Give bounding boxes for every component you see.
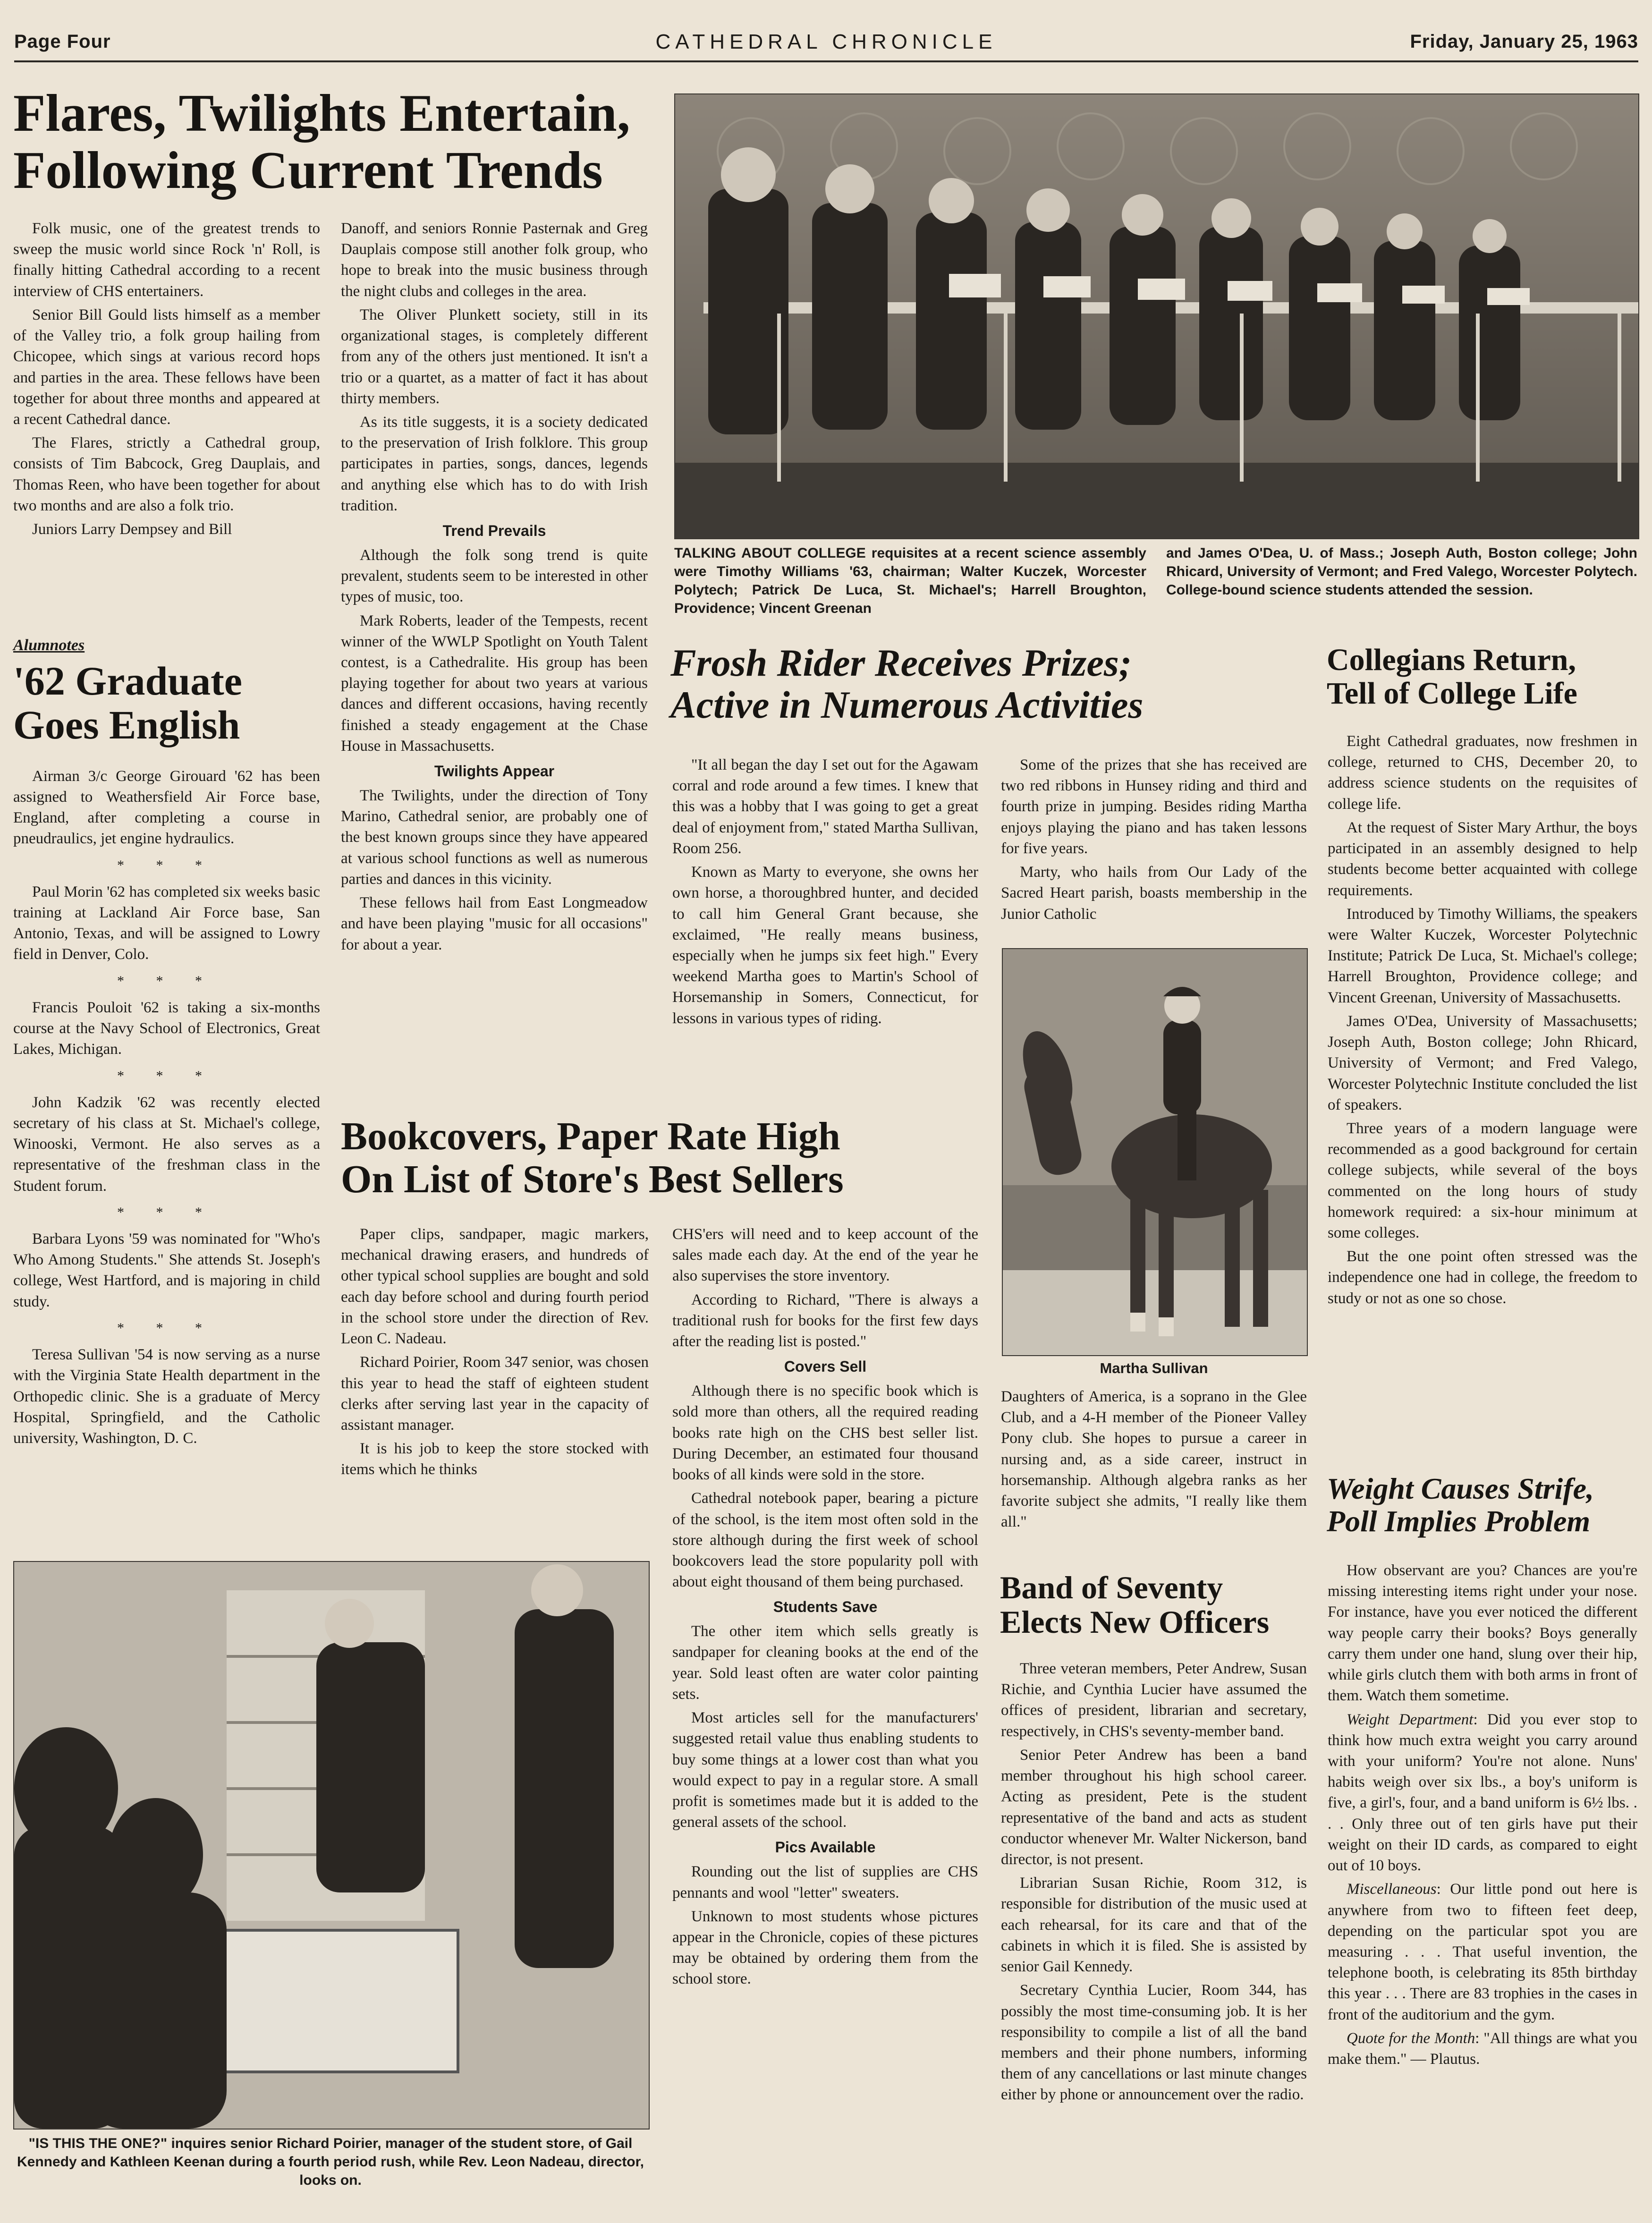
alumnote-item: Airman 3/c George Girouard '62 has been assigned to Weathersfield Air Force base, England, after completing a course in pneudraulics, jet engine hydraulics. [13, 767, 320, 848]
alumnote-item: Francis Pouloit '62 is taking a six-months course at the Navy School of Electronics, Great Lakes, Michigan. [13, 999, 320, 1058]
subhead-trend-prevails: Trend Prevails [442, 522, 546, 540]
flares-paragraph: These fellows hail from East Longmeadow and have been playing "music for all occasions" for about a year. [341, 894, 648, 953]
band-headline [1000, 1570, 1312, 1640]
store-photo-caption: "IS THIS THE ONE?" inquires senior Richard Poirier, manager of the student store, of Gail Kennedy and Kathleen Keenan during a fourth period rush, while Rev. Leon Nadeau, director, looks on. [17, 2136, 644, 2188]
masthead [14, 27, 1638, 62]
frosh-column-1 [672, 755, 978, 1032]
subhead-pics-available: Pics Available [775, 1839, 876, 1856]
flares-paragraph: Although the folk song trend is quite prevalent, students seem to be interested in other types of music, too. [341, 546, 648, 606]
separator-stars: * * * [117, 1320, 216, 1336]
bookcovers-column-1 [341, 1224, 649, 1483]
collegians-column [1328, 731, 1637, 1312]
alumnote-item: Paul Morin '62 has completed six weeks basic training at Lackland Air Force base, San Antonio, Texas, and will be assigned to Lowry field in Denver, Colo. [13, 883, 320, 963]
issue-date: Friday, January 25, 1963 [1410, 31, 1638, 52]
bookcovers-paragraph: Rounding out the list of supplies are CHS pennants and wool "letter" sweaters. [672, 1863, 978, 1901]
alumnotes-kicker: Alumnotes [13, 636, 85, 654]
band-paragraph: Senior Peter Andrew has been a band member throughout his high school career. Acting as president, Pete is the student representative of the band and acts as student conductor whenever Mr. Walter Nickerson, band director, is not present. [1001, 1746, 1307, 1868]
band-column [1001, 1658, 1307, 2108]
separator-stars: * * * [117, 857, 216, 873]
newspaper-title: CATHEDRAL CHRONICLE [655, 30, 997, 53]
miscellaneous-label: Miscellaneous [1347, 1881, 1437, 1898]
weight-paragraph [1328, 1709, 1637, 1876]
flares-column-2 [341, 218, 648, 958]
flares-paragraph: Danoff, and seniors Ronnie Pasternak and Greg Dauplais compose still another folk group, who hope to break into the music business through the night clubs and colleges in the area. [341, 220, 648, 300]
weight-paragraph [1328, 1879, 1637, 2025]
alumnote-item: John Kadzik '62 was recently elected secretary of his class at St. Michael's college, Winooski, Vermont. He also serves as a representative of the freshman class in the Student forum. [13, 1094, 320, 1195]
flares-column-1 [13, 218, 320, 543]
flares-paragraph: The Oliver Plunkett society, still in its organizational stages, is completely different from any of the others just mentioned. It isn't a trio or a quartet, as a matter of fact it has about thirty members. [341, 306, 648, 407]
alumnotes-items [13, 766, 320, 1449]
weight-headline-line1: Weight Causes Strife, [1327, 1472, 1594, 1505]
frosh-paragraph: Daughters of America, is a soprano in the Glee Club, and a 4-H member of the Pioneer Valley Pony club. She hopes to pursue a career in nursing and, as a side career, instruct in horsemanship. Although algebra ranks as her favorite subject she admits, "I really like them all." [1001, 1388, 1307, 1531]
quote-text: : "All things are what you make them." — Plautus. [1328, 2029, 1637, 2068]
separator-stars: * * * [117, 1204, 216, 1220]
weight-headline-line2: Poll Implies Problem [1327, 1504, 1591, 1538]
frosh-paragraph: "It all began the day I set out for the Agawam corral and rode around a few times. I knew that this was a hobby that I was going to get a great deal of enjoyment from," stated Martha Sullivan, Room 256. [672, 756, 978, 857]
bookcovers-column-2 [672, 1224, 978, 1993]
flares-paragraph: Senior Bill Gould lists himself as a member of the Valley trio, a folk group hailing from Chicopee, which sings at various record hops and parties in the area. These fellows have been together for about three months and appeared at a recent Cathedral dance. [13, 306, 320, 428]
page-number: Page Four [14, 31, 111, 52]
alumnotes-headline-line2: Goes English [13, 702, 240, 747]
collegians-paragraph: Three years of a modern language were recommended as a good background for certain college subjects, while several of the boys commented on the long hours of study homework required: a six-hour minimum at some colleges. [1328, 1120, 1637, 1242]
store-photo-illustration [14, 1562, 649, 2129]
alumnote-item: Barbara Lyons '59 was nominated for "Who's Who Among Students." She attends St. Joseph's college, West Hartford, and is majoring in child study. [13, 1230, 320, 1310]
frosh-headline [670, 642, 1284, 726]
alumnote-item: Teresa Sullivan '54 is now serving as a nurse with the Virginia State Health department in the Orthopedic clinic. She is a graduate of Mercy Hospital, Springfield, and the Catholic university, Washington, D. C. [13, 1346, 320, 1447]
bookcovers-headline-line1: Bookcovers, Paper Rate High [341, 1114, 840, 1158]
panel-photo-illustration [675, 94, 1638, 538]
alumnotes-headline-line1: '62 Graduate [13, 658, 242, 704]
flares-headline [13, 85, 665, 199]
flares-paragraph: The Flares, strictly a Cathedral group, consists of Tim Babcock, Greg Dauplais, and Thomas Reen, who have been together for about two months and are also a folk trio. [13, 434, 320, 514]
college-panel-photo [674, 93, 1639, 539]
flares-paragraph: The Twilights, under the direction of Tony Marino, Cathedral senior, are probably one of the best known groups since they have appeared at various school functions as well as numerous parties and dances in this vicinity. [341, 787, 648, 888]
weight-column [1328, 1560, 1637, 2072]
alumnotes-section [13, 636, 320, 1451]
flares-paragraph: Mark Roberts, leader of the Tempests, recent winner of the WWLP Spotlight on Youth Talent contest, is a Cathedralite. His group has been playing together for about two years at various dances and different occasions, having recently finished a steady engagement at the Chase House in Massachusetts. [341, 612, 648, 755]
martha-sullivan-photo [1002, 948, 1308, 1356]
miscellaneous-text: : Our little pond out here is anywhere from two to fifteen feet deep, depending on the particular spot you are measuring . . . That useful invention, the telephone booth, is celebrating its 85th birthday this year . . . There are 83 trophies in the cases in front of the auditorium and the gym. [1328, 1881, 1637, 2023]
college-photo-caption-right: and James O'Dea, U. of Mass.; Joseph Auth, Boston college; John Rhicard, University of Vermont; and Fred Valego, Worcester Polytech. College-bound science students attended the session. [1166, 545, 1637, 598]
separator-stars: * * * [117, 1068, 216, 1084]
bookcovers-headline [341, 1115, 1002, 1201]
flares-paragraph: Juniors Larry Dempsey and Bill [32, 521, 232, 538]
collegians-paragraph: Eight Cathedral graduates, now freshmen in college, returned to CHS, December 20, to address science students on the requisites of college life. [1328, 733, 1637, 813]
collegians-paragraph: Introduced by Timothy Williams, the speakers were Walter Kuczek, Worcester Polytechnic Institute; Patrick De Luca, St. Michael's college; Harrell Broughton, Providence college; and Vincent Greenan, University of Massachusetts. [1328, 905, 1637, 1006]
band-headline-line1: Band of Seventy [1000, 1570, 1223, 1605]
frosh-paragraph: Marty, who hails from Our Lady of the Sacred Heart parish, boasts membership in the Junior Catholic [1001, 864, 1307, 923]
subhead-covers-sell: Covers Sell [784, 1358, 867, 1375]
flares-paragraph: Folk music, one of the greatest trends to sweep the music world since Rock 'n' Roll, is finally hitting Cathedral according to a recent interview of CHS entertainers. [13, 220, 320, 300]
college-photo-caption-left: TALKING ABOUT COLLEGE requisites at a recent science assembly were Timothy Williams '63, chairman; Walter Kuczek, Worcester Polytech; Patrick De Luca, St. Michael's; Harrell Broughton, Providence; Vincent Greenan [674, 545, 1146, 616]
collegians-paragraph: But the one point often stressed was the independence one had in college, the freedom to study or not as one so chose. [1328, 1248, 1637, 1307]
quote-label: Quote for the Month [1347, 2029, 1475, 2047]
bookcovers-paragraph: According to Richard, "There is always a traditional rush for books for the first few days after the reading list is posted." [672, 1291, 978, 1350]
bookcovers-paragraph: The other item which sells greatly is sandpaper for cleaning books at the end of the year. Sold least often are water color painting sets. [672, 1623, 978, 1703]
band-paragraph: Librarian Susan Richie, Room 312, is responsible for distribution of the music used at each rehearsal, for its care and that of the cabinets in which it is filed. She is assisted by senior Gail Kennedy. [1001, 1875, 1307, 1976]
frosh-headline-line1: Frosh Rider Receives Prizes; [670, 641, 1132, 684]
frosh-headline-line2: Active in Numerous Activities [670, 683, 1144, 726]
bookcovers-paragraph: Cathedral notebook paper, bearing a picture of the school, is the item most often sold in the store although during the first week of school bookcovers lead the store popularity poll with about eight thousand of them being purchased. [672, 1490, 978, 1591]
weight-headline [1327, 1472, 1638, 1537]
separator-stars: * * * [117, 973, 216, 989]
martha-photo-caption: Martha Sullivan [1100, 1360, 1208, 1376]
collegians-paragraph: James O'Dea, University of Massachusetts; Joseph Auth, Boston college; John Rhicard, University of Vermont; and Fred Valego, Worcester Polytechnic Institute concluded the list of speakers. [1328, 1012, 1637, 1113]
collegians-paragraph: At the request of Sister Mary Arthur, the boys participated in an assembly designed to help students become better acquainted with college requirements. [1328, 819, 1637, 899]
horse-photo-illustration [1003, 949, 1307, 1355]
collegians-headline-line2: Tell of College Life [1327, 676, 1577, 711]
band-paragraph: Secretary Cynthia Lucier, Room 344, has possibly the most time-consuming job. It is her responsibility to compile a list of all the band members and their phone numbers, informing them of any cancellations or last minute changes either by phone or announcement over the radio. [1001, 1982, 1307, 2104]
subhead-twilights-appear: Twilights Appear [434, 763, 555, 780]
band-paragraph: Three veteran members, Peter Andrew, Susan Richie, and Cynthia Lucier have assumed the offices of president, librarian and secretary, respectively, in CHS's seventy-member band. [1001, 1660, 1307, 1740]
bookcovers-paragraph: Paper clips, sandpaper, magic markers, mechanical drawing erasers, and hundreds of other typical school supplies are bought and sold each day before school and during fourth period in the school store under the direction of Rev. Leon C. Nadeau. [341, 1226, 649, 1348]
bookcovers-paragraph: CHS'ers will need and to keep account of the sales made each day. At the end of the year he also supervises the store inventory. [672, 1226, 978, 1285]
flares-headline-line2: Following Current Trends [13, 141, 603, 200]
bookcovers-headline-line2: On List of Store's Best Sellers [341, 1157, 844, 1201]
subhead-students-save: Students Save [773, 1598, 878, 1616]
collegians-headline [1327, 643, 1638, 711]
weight-department-label: Weight Department [1347, 1711, 1474, 1728]
weight-paragraph: How observant are you? Chances are you're missing interesting items right under your nose. For instance, have you ever noticed the different way people carry their books? Boys generally carry them under one hand, slung over their hip, while girls clutch them with both arms in front of them. Watch them sometime. [1328, 1562, 1637, 1705]
frosh-column-2 [1001, 755, 1307, 927]
band-headline-line2: Elects New Officers [1000, 1604, 1270, 1640]
weight-paragraph [1328, 2028, 1637, 2070]
bookcovers-paragraph: Unknown to most students whose pictures appear in the Chronicle, copies of these pictures may be obtained by ordering them from the school store. [672, 1908, 978, 1988]
frosh-column-2b [1001, 1386, 1307, 1536]
bookcovers-paragraph: It is his job to keep the store stocked with items which he thinks [341, 1440, 649, 1478]
collegians-headline-line1: Collegians Return, [1327, 643, 1576, 677]
frosh-paragraph: Some of the prizes that she has received are two red ribbons in Hunsey riding and third and fourth prize in jumping. Besides riding Martha enjoys playing the piano and has taken lessons for five years. [1001, 756, 1307, 857]
bookcovers-paragraph: Richard Poirier, Room 347 senior, was chosen this year to head the staff of eighteen student clerks after serving last year in the capacity of assistant manager. [341, 1354, 649, 1434]
flares-headline-line1: Flares, Twilights Entertain, [13, 84, 630, 143]
weight-department-text: : Did you ever stop to think how much extra weight you carry around with your uniform? You're not alone. Nuns' habits weigh over six lbs., a boy's uniform is five, a girl's, four, and a band uniform is 6½ lbs. . . . Only three out of ten girls have put their weight on their ID cards, as compared to eight out of 10 boys. [1328, 1711, 1637, 1875]
bookcovers-paragraph: Most articles sell for the manufacturers' suggested retail value thus enabling students to buy some things at a lower cost than what you would expect to pay in a regular store. A small profit is sometimes made but it is added to the general assets of the school. [672, 1709, 978, 1831]
school-store-photo [13, 1561, 650, 2130]
flares-paragraph: As its title suggests, it is a society dedicated to the preservation of Irish folklore. This group participates in parties, songs, dances, legends and anything else which has to do with Irish tradition. [341, 413, 648, 514]
bookcovers-paragraph: Although there is no specific book which is sold more than others, all the required reading books rate high on the CHS best seller list. During December, an estimated four thousand books of all kinds were sold in the store. [672, 1383, 978, 1484]
frosh-paragraph: Known as Marty to everyone, she owns her own horse, a thoroughbred hunter, and decided to call him General Grant because, she exclaimed, "He really means business, especially when he jumps six feet high." Every weekend Martha goes to Martin's School of Horsemanship in Somers, Connecticut, for lessons in various types of riding. [672, 864, 978, 1027]
